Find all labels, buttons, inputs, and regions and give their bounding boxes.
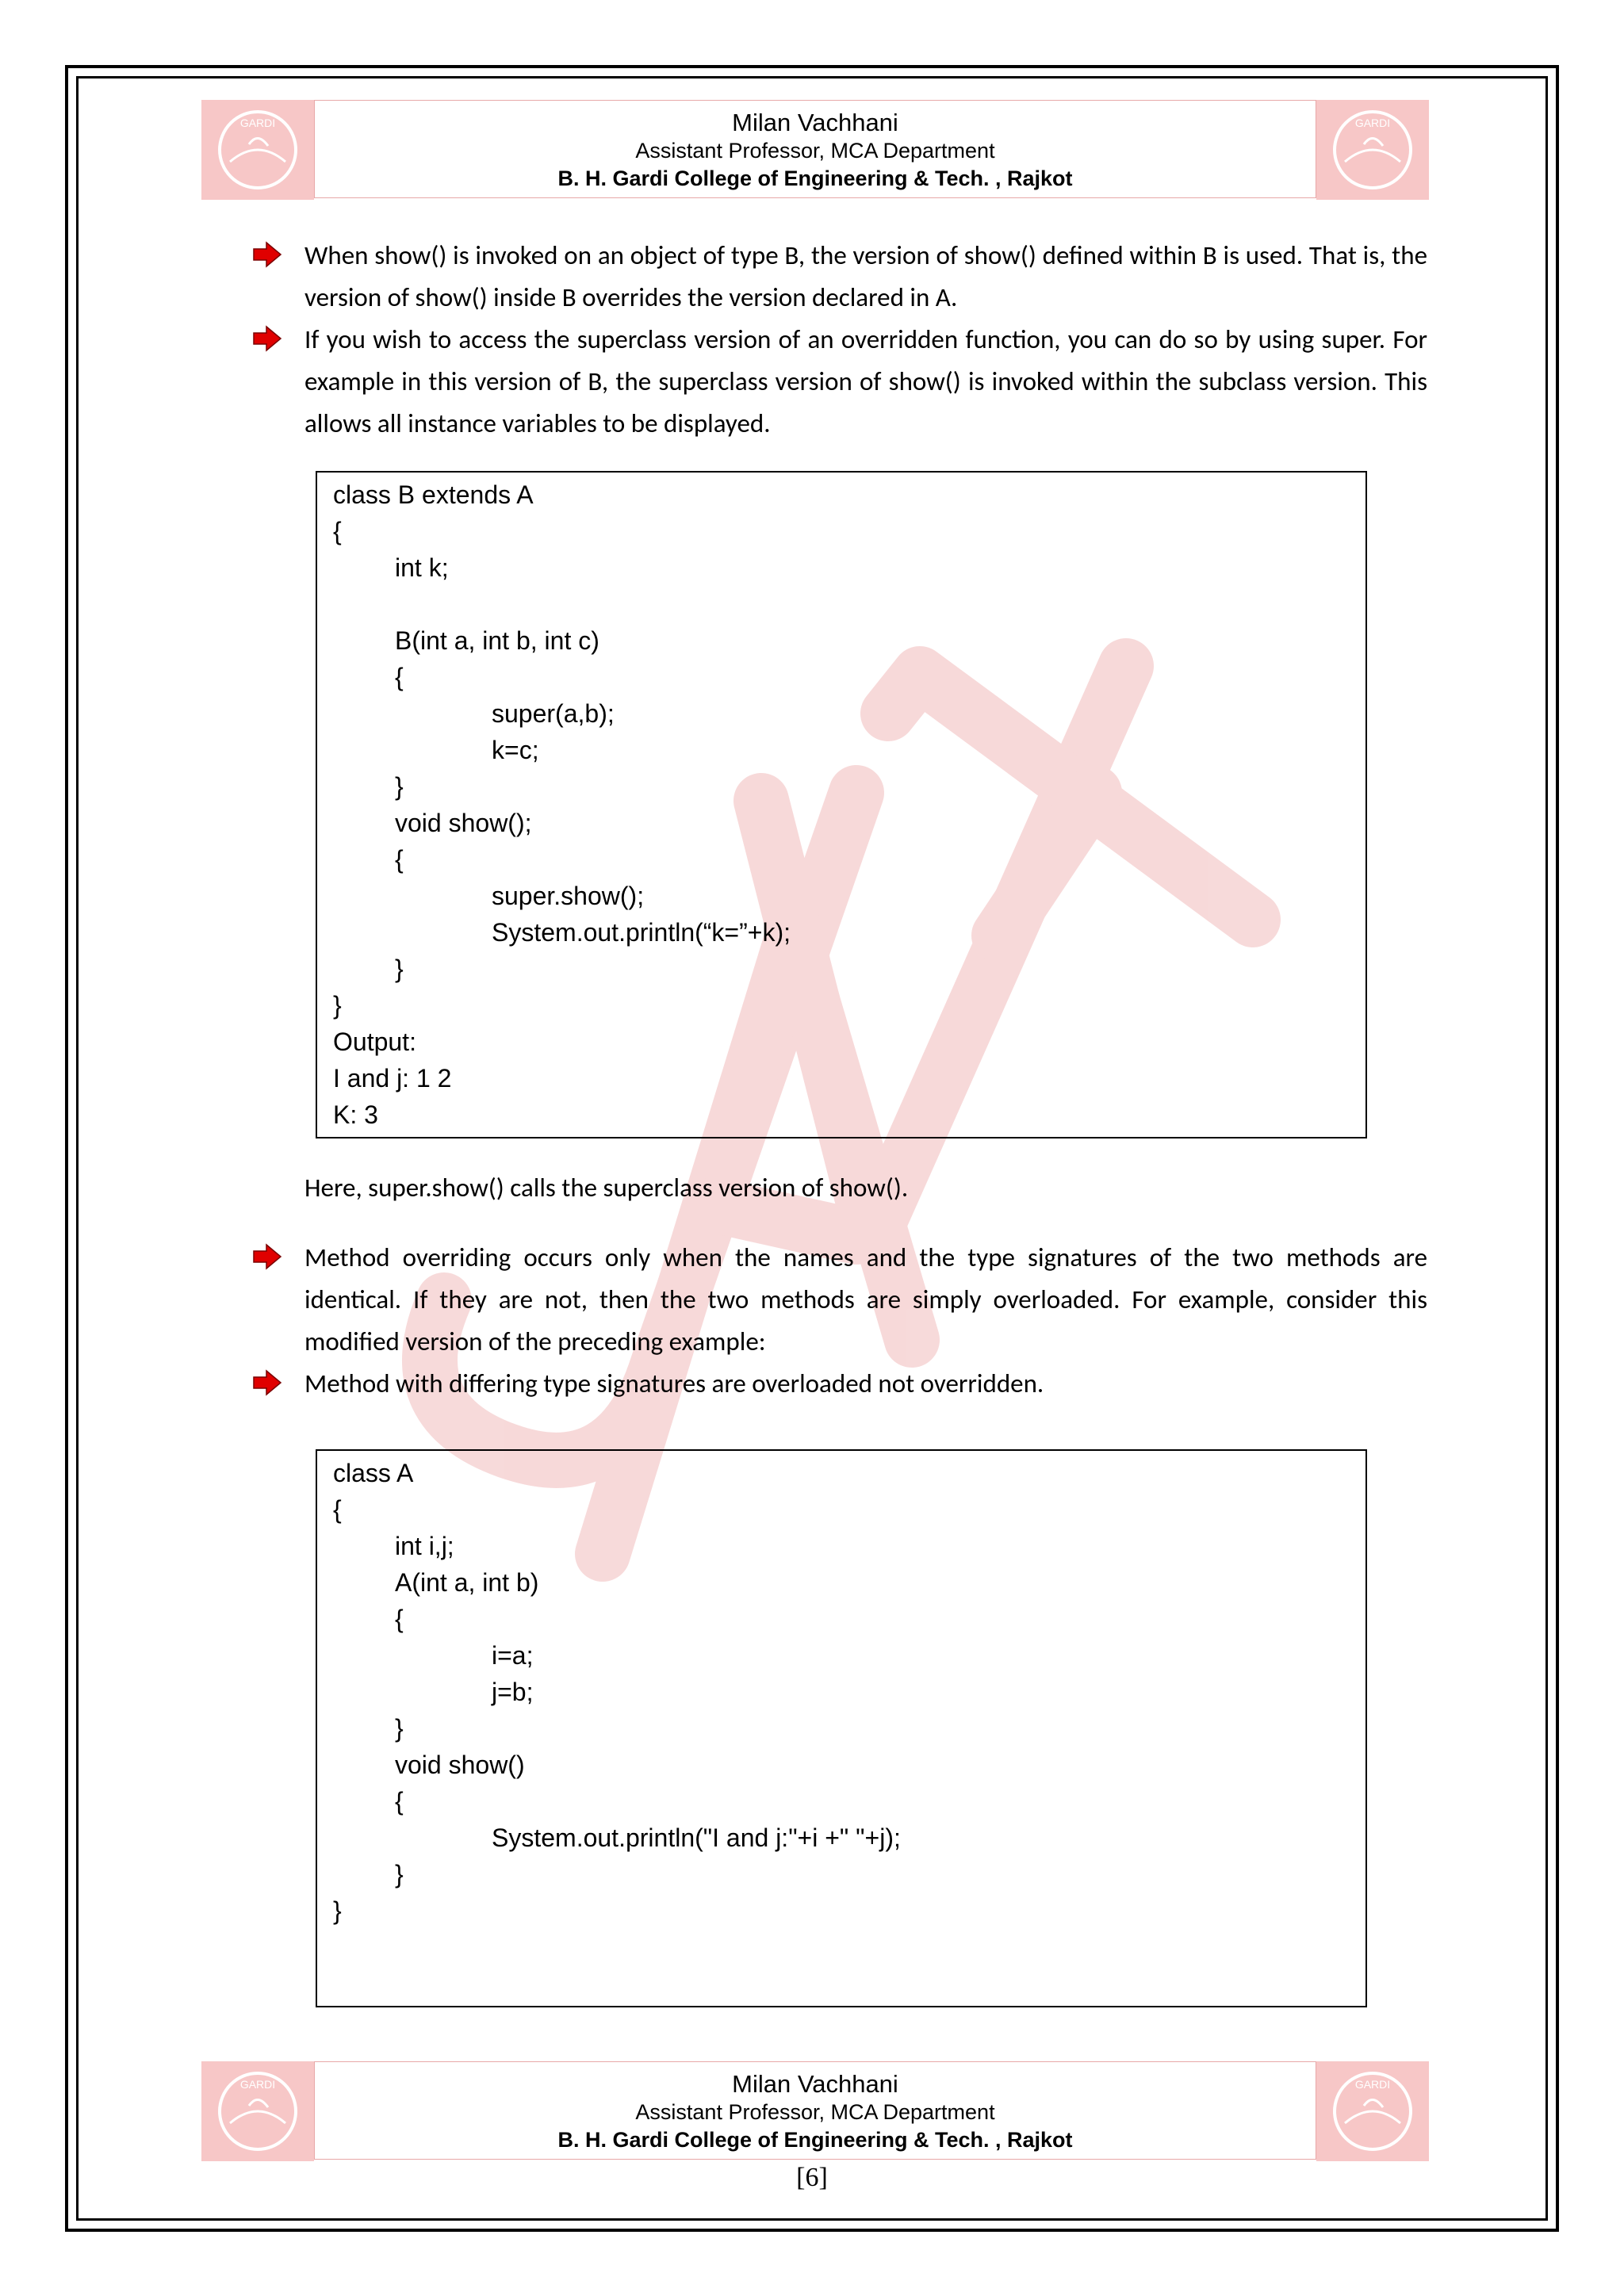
code-line: super(a,b); [492, 699, 615, 728]
code-line: } [395, 1860, 404, 1888]
bullet-text: When show() is invoked on an object of type B, the version of show() defined within B is used. That is, the version of show() inside B overrides the version declared in A. [304, 239, 1427, 313]
code-line: } [395, 772, 404, 801]
code-line: { [333, 517, 342, 545]
footer-info-box [314, 2061, 1316, 2160]
bullet-arrow-icon [252, 1369, 284, 1396]
code-line: class A [333, 1459, 414, 1487]
svg-text:GARDI: GARDI [239, 2078, 276, 2091]
code-line: void show() [395, 1751, 525, 1779]
code-line: int i,j; [395, 1532, 454, 1560]
footer-banner [201, 2061, 1429, 2161]
code-line: int k; [395, 553, 449, 582]
code-line: { [395, 1605, 404, 1633]
svg-text:GARDI: GARDI [1354, 2078, 1391, 2091]
bullet-text: Method overriding occurs only when the names and the type signatures of the two methods are identical. If they are not, then the two methods are simply overloaded. For example, consider this modified version of the preceding example: [304, 1242, 1427, 1357]
bullet-arrow-icon [252, 241, 284, 268]
author-role: Assistant Professor, MCA Department [635, 2100, 995, 2124]
code-block-class-b [316, 471, 1367, 1138]
college-logo [1316, 100, 1429, 200]
code-line: } [395, 1714, 404, 1743]
code-line: A(int a, int b) [395, 1568, 539, 1597]
code-line: k=c; [492, 736, 539, 764]
college-name: B. H. Gardi College of Engineering & Tech. , Rajkot [557, 2128, 1073, 2152]
code-line: { [395, 1787, 404, 1816]
college-logo [201, 100, 314, 200]
college-logo [201, 2061, 314, 2161]
code-line: { [395, 845, 404, 874]
bullet-arrow-icon [252, 1243, 284, 1270]
svg-text:GARDI: GARDI [239, 117, 276, 129]
code-line: } [333, 1896, 342, 1925]
code-line: } [395, 955, 404, 983]
author-name: Milan Vachhani [732, 109, 898, 136]
code-line: { [333, 1495, 342, 1524]
svg-text:GARDI: GARDI [1354, 117, 1391, 129]
code-line: K: 3 [333, 1100, 378, 1129]
code-line: System.out.println("I and j:"+i +" "+j); [492, 1823, 901, 1852]
code-block-class-a [316, 1449, 1367, 2007]
code-line: class B extends A [333, 480, 534, 509]
code-line: System.out.println(“k=”+k); [492, 918, 791, 947]
note-text: Here, super.show() calls the superclass version of show(). [304, 1172, 909, 1203]
college-name: B. H. Gardi College of Engineering & Tech. , Rajkot [557, 166, 1073, 190]
code-line: } [333, 991, 342, 1020]
author-name: Milan Vachhani [732, 2070, 898, 2098]
code-line: void show(); [395, 809, 532, 837]
bullet-text: If you wish to access the superclass version of an overridden function, you can do so by using super. For example in this version of B, the superclass version of show() is invoked within the subclass version. This allows all instance variables to be displayed. [304, 323, 1427, 439]
code-line: super.show(); [492, 882, 645, 910]
bullet-arrow-icon [252, 325, 284, 352]
code-line: Output: [333, 1027, 416, 1056]
bullet-text: Method with differing type signatures are overloaded not overridden. [304, 1368, 1044, 1399]
code-line: { [395, 663, 404, 691]
author-role: Assistant Professor, MCA Department [635, 139, 995, 163]
code-line: i=a; [492, 1641, 534, 1670]
college-logo [1316, 2061, 1429, 2161]
code-line: I and j: 1 2 [333, 1064, 452, 1093]
code-line: j=b; [492, 1678, 534, 1706]
header-banner [201, 100, 1429, 200]
header-info-box [314, 100, 1316, 198]
page-number: [6] [796, 2163, 828, 2192]
code-line: B(int a, int b, int c) [395, 626, 599, 655]
